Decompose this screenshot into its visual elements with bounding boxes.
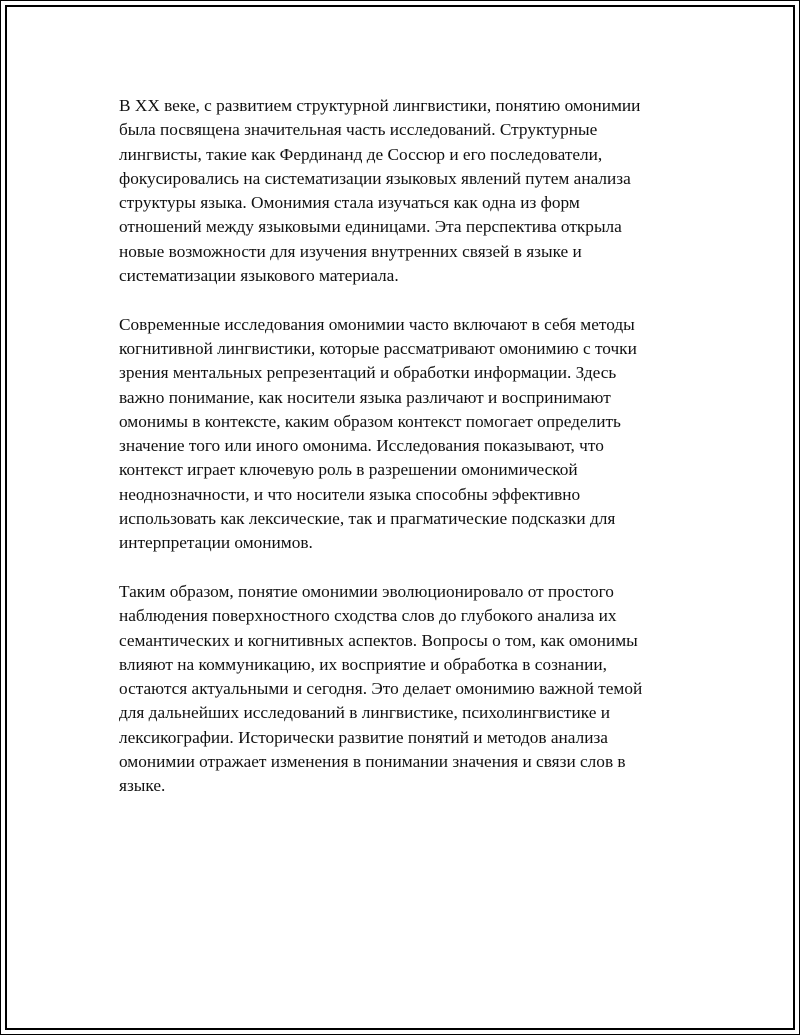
text-line: новые возможности для изучения внутренних связей в языке и: [119, 241, 582, 261]
text-line: лексикографии. Исторически развитие понятий и методов анализа: [119, 727, 608, 747]
text-line: важно понимание, как носители языка различают и воспринимают: [119, 387, 611, 407]
text-line: интерпретации омонимов.: [119, 533, 313, 553]
text-line: была посвящена значительная часть исследований. Структурные: [119, 120, 598, 140]
paragraph-1: [119, 94, 689, 288]
text-line: контекст играет ключевую роль в разрешении омонимической: [119, 460, 578, 480]
text-line: омонимии отражает изменения в понимании значения и связи слов в: [119, 752, 626, 772]
document-body: [119, 94, 689, 823]
text-line: Таким образом, понятие омонимии эволюционировало от простого: [119, 581, 614, 601]
text-line: неоднозначности, и что носители языка способны эффективно: [119, 484, 581, 504]
text-line: омонимы в контексте, каким образом контекст помогает определить: [119, 411, 621, 431]
text-line: языке.: [119, 776, 166, 796]
text-line: остаются актуальными и сегодня. Это делает омонимию важной темой: [119, 679, 643, 699]
text-line: В XX веке, с развитием структурной лингвистики, понятию омонимии: [119, 96, 641, 115]
text-line: наблюдения поверхностного сходства слов до глубокого анализа их: [119, 606, 617, 626]
text-line: значение того или иного омонима. Исследования показывают, что: [119, 436, 604, 456]
text-line: лингвисты, такие как Фердинанд де Соссюр и его последователи,: [119, 144, 603, 164]
text-line: влияют на коммуникацию, их восприятие и обработка в сознании,: [119, 654, 607, 674]
paragraph-3: [119, 580, 689, 799]
text-line: систематизации языкового материала.: [119, 266, 399, 286]
text-line: когнитивной лингвистики, которые рассматривают омонимию с точки: [119, 338, 637, 358]
text-line: отношений между языковыми единицами. Эта перспектива открыла: [119, 217, 622, 237]
text-line: структуры языка. Омонимия стала изучаться как одна из форм: [119, 193, 580, 213]
text-line: зрения ментальных репрезентаций и обработки информации. Здесь: [119, 363, 617, 383]
text-line: семантических и когнитивных аспектов. Вопросы о том, как омонимы: [119, 630, 638, 650]
text-line: использовать как лексические, так и прагматические подсказки для: [119, 509, 616, 529]
paragraph-2: [119, 313, 689, 556]
text-line: для дальнейших исследований в лингвистике, психолингвистике и: [119, 703, 610, 723]
text-line: фокусировались на систематизации языковых явлений путем анализа: [119, 168, 631, 188]
text-line: Современные исследования омонимии часто включают в себя методы: [119, 314, 635, 334]
